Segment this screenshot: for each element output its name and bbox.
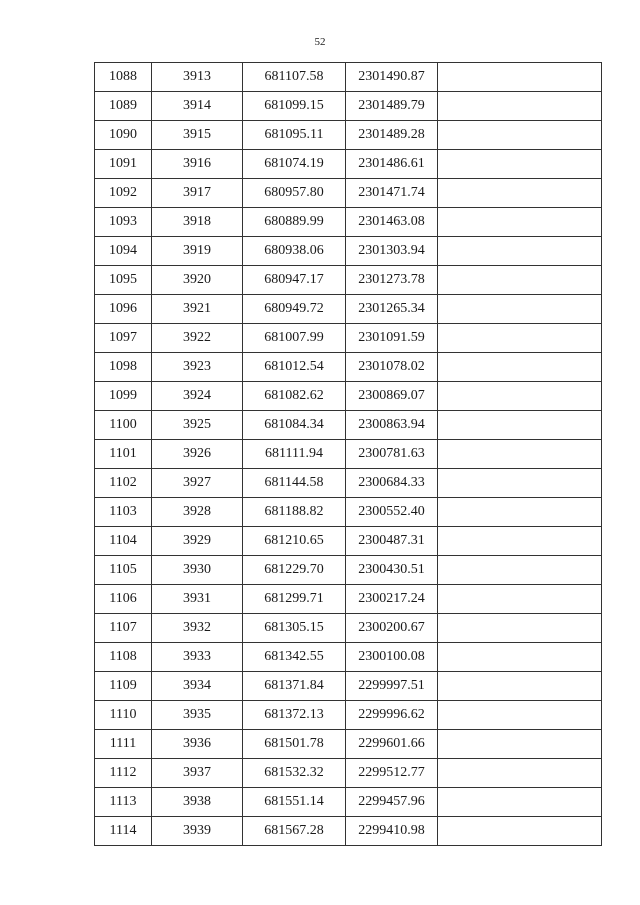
table-row xyxy=(95,266,602,295)
point-id-cell: 3929 xyxy=(152,527,243,556)
y-coordinate-cell: 2300869.07 xyxy=(346,382,438,411)
y-coordinate-cell: 2301489.79 xyxy=(346,92,438,121)
y-coordinate-cell: 2301265.34 xyxy=(346,295,438,324)
y-coordinate-cell: 2300781.63 xyxy=(346,440,438,469)
y-coordinate-cell: 2300430.51 xyxy=(346,556,438,585)
point-id-cell: 3919 xyxy=(152,237,243,266)
y-coordinate-cell: 2300552.40 xyxy=(346,498,438,527)
x-coordinate-cell: 681551.14 xyxy=(243,788,346,817)
note-cell xyxy=(438,730,602,759)
x-coordinate-cell: 681210.65 xyxy=(243,527,346,556)
y-coordinate-cell: 2300217.24 xyxy=(346,585,438,614)
row-index-cell: 1109 xyxy=(95,672,152,701)
y-coordinate-cell: 2301489.28 xyxy=(346,121,438,150)
point-id-cell: 3930 xyxy=(152,556,243,585)
y-coordinate-cell: 2299601.66 xyxy=(346,730,438,759)
x-coordinate-cell: 681342.55 xyxy=(243,643,346,672)
table-row xyxy=(95,150,602,179)
y-coordinate-cell: 2301091.59 xyxy=(346,324,438,353)
table-row xyxy=(95,701,602,730)
note-cell xyxy=(438,585,602,614)
table-row xyxy=(95,237,602,266)
table-row xyxy=(95,527,602,556)
point-id-cell: 3931 xyxy=(152,585,243,614)
row-index-cell: 1105 xyxy=(95,556,152,585)
y-coordinate-cell: 2301273.78 xyxy=(346,266,438,295)
point-id-cell: 3918 xyxy=(152,208,243,237)
x-coordinate-cell: 680947.17 xyxy=(243,266,346,295)
row-index-cell: 1112 xyxy=(95,759,152,788)
table-row xyxy=(95,92,602,121)
y-coordinate-cell: 2301303.94 xyxy=(346,237,438,266)
x-coordinate-cell: 681305.15 xyxy=(243,614,346,643)
table-row xyxy=(95,759,602,788)
x-coordinate-cell: 681532.32 xyxy=(243,759,346,788)
note-cell xyxy=(438,324,602,353)
x-coordinate-cell: 681007.99 xyxy=(243,324,346,353)
x-coordinate-cell: 681111.94 xyxy=(243,440,346,469)
table-row xyxy=(95,440,602,469)
table-row xyxy=(95,672,602,701)
table-row xyxy=(95,411,602,440)
table-row xyxy=(95,382,602,411)
table-row xyxy=(95,643,602,672)
note-cell xyxy=(438,469,602,498)
note-cell xyxy=(438,701,602,730)
note-cell xyxy=(438,643,602,672)
row-index-cell: 1097 xyxy=(95,324,152,353)
table-row xyxy=(95,208,602,237)
x-coordinate-cell: 681084.34 xyxy=(243,411,346,440)
table-row xyxy=(95,121,602,150)
table-row xyxy=(95,788,602,817)
table-row xyxy=(95,179,602,208)
point-id-cell: 3922 xyxy=(152,324,243,353)
point-id-cell: 3937 xyxy=(152,759,243,788)
row-index-cell: 1103 xyxy=(95,498,152,527)
point-id-cell: 3928 xyxy=(152,498,243,527)
note-cell xyxy=(438,556,602,585)
coordinates-table xyxy=(94,62,602,846)
note-cell xyxy=(438,295,602,324)
note-cell xyxy=(438,382,602,411)
row-index-cell: 1093 xyxy=(95,208,152,237)
row-index-cell: 1092 xyxy=(95,179,152,208)
x-coordinate-cell: 681095.11 xyxy=(243,121,346,150)
note-cell xyxy=(438,440,602,469)
row-index-cell: 1113 xyxy=(95,788,152,817)
point-id-cell: 3916 xyxy=(152,150,243,179)
row-index-cell: 1095 xyxy=(95,266,152,295)
y-coordinate-cell: 2299997.51 xyxy=(346,672,438,701)
table-row xyxy=(95,324,602,353)
x-coordinate-cell: 681371.84 xyxy=(243,672,346,701)
row-index-cell: 1100 xyxy=(95,411,152,440)
note-cell xyxy=(438,266,602,295)
point-id-cell: 3935 xyxy=(152,701,243,730)
table-row xyxy=(95,469,602,498)
row-index-cell: 1099 xyxy=(95,382,152,411)
point-id-cell: 3913 xyxy=(152,63,243,92)
y-coordinate-cell: 2300200.67 xyxy=(346,614,438,643)
x-coordinate-cell: 680957.80 xyxy=(243,179,346,208)
row-index-cell: 1088 xyxy=(95,63,152,92)
point-id-cell: 3938 xyxy=(152,788,243,817)
row-index-cell: 1098 xyxy=(95,353,152,382)
table-row xyxy=(95,556,602,585)
x-coordinate-cell: 681188.82 xyxy=(243,498,346,527)
y-coordinate-cell: 2299512.77 xyxy=(346,759,438,788)
y-coordinate-cell: 2300487.31 xyxy=(346,527,438,556)
row-index-cell: 1094 xyxy=(95,237,152,266)
point-id-cell: 3923 xyxy=(152,353,243,382)
y-coordinate-cell: 2299996.62 xyxy=(346,701,438,730)
note-cell xyxy=(438,527,602,556)
y-coordinate-cell: 2300863.94 xyxy=(346,411,438,440)
point-id-cell: 3934 xyxy=(152,672,243,701)
note-cell xyxy=(438,63,602,92)
x-coordinate-cell: 681012.54 xyxy=(243,353,346,382)
y-coordinate-cell: 2301463.08 xyxy=(346,208,438,237)
point-id-cell: 3926 xyxy=(152,440,243,469)
y-coordinate-cell: 2301471.74 xyxy=(346,179,438,208)
row-index-cell: 1110 xyxy=(95,701,152,730)
note-cell xyxy=(438,237,602,266)
row-index-cell: 1089 xyxy=(95,92,152,121)
y-coordinate-cell: 2300684.33 xyxy=(346,469,438,498)
point-id-cell: 3924 xyxy=(152,382,243,411)
x-coordinate-cell: 681082.62 xyxy=(243,382,346,411)
x-coordinate-cell: 681567.28 xyxy=(243,817,346,846)
y-coordinate-cell: 2301486.61 xyxy=(346,150,438,179)
table-row xyxy=(95,353,602,382)
point-id-cell: 3915 xyxy=(152,121,243,150)
table-row xyxy=(95,498,602,527)
note-cell xyxy=(438,92,602,121)
y-coordinate-cell: 2299457.96 xyxy=(346,788,438,817)
note-cell xyxy=(438,411,602,440)
y-coordinate-cell: 2300100.08 xyxy=(346,643,438,672)
x-coordinate-cell: 681501.78 xyxy=(243,730,346,759)
note-cell xyxy=(438,179,602,208)
note-cell xyxy=(438,353,602,382)
x-coordinate-cell: 681372.13 xyxy=(243,701,346,730)
page-number: 52 xyxy=(314,36,326,48)
row-index-cell: 1096 xyxy=(95,295,152,324)
row-index-cell: 1107 xyxy=(95,614,152,643)
row-index-cell: 1102 xyxy=(95,469,152,498)
y-coordinate-cell: 2299410.98 xyxy=(346,817,438,846)
row-index-cell: 1114 xyxy=(95,817,152,846)
note-cell xyxy=(438,672,602,701)
row-index-cell: 1104 xyxy=(95,527,152,556)
note-cell xyxy=(438,208,602,237)
x-coordinate-cell: 680889.99 xyxy=(243,208,346,237)
y-coordinate-cell: 2301490.87 xyxy=(346,63,438,92)
table-row xyxy=(95,585,602,614)
x-coordinate-cell: 681074.19 xyxy=(243,150,346,179)
row-index-cell: 1090 xyxy=(95,121,152,150)
row-index-cell: 1106 xyxy=(95,585,152,614)
note-cell xyxy=(438,150,602,179)
x-coordinate-cell: 681299.71 xyxy=(243,585,346,614)
table-row xyxy=(95,614,602,643)
note-cell xyxy=(438,788,602,817)
row-index-cell: 1101 xyxy=(95,440,152,469)
table-row xyxy=(95,817,602,846)
table-row xyxy=(95,730,602,759)
row-index-cell: 1111 xyxy=(95,730,152,759)
point-id-cell: 3920 xyxy=(152,266,243,295)
point-id-cell: 3925 xyxy=(152,411,243,440)
point-id-cell: 3939 xyxy=(152,817,243,846)
table-row xyxy=(95,63,602,92)
y-coordinate-cell: 2301078.02 xyxy=(346,353,438,382)
x-coordinate-cell: 680949.72 xyxy=(243,295,346,324)
note-cell xyxy=(438,121,602,150)
point-id-cell: 3933 xyxy=(152,643,243,672)
row-index-cell: 1108 xyxy=(95,643,152,672)
point-id-cell: 3936 xyxy=(152,730,243,759)
x-coordinate-cell: 681099.15 xyxy=(243,92,346,121)
point-id-cell: 3921 xyxy=(152,295,243,324)
x-coordinate-cell: 680938.06 xyxy=(243,237,346,266)
table-body xyxy=(95,63,602,846)
x-coordinate-cell: 681144.58 xyxy=(243,469,346,498)
point-id-cell: 3927 xyxy=(152,469,243,498)
note-cell xyxy=(438,614,602,643)
point-id-cell: 3932 xyxy=(152,614,243,643)
note-cell xyxy=(438,498,602,527)
table-row xyxy=(95,295,602,324)
note-cell xyxy=(438,759,602,788)
point-id-cell: 3914 xyxy=(152,92,243,121)
x-coordinate-cell: 681229.70 xyxy=(243,556,346,585)
row-index-cell: 1091 xyxy=(95,150,152,179)
note-cell xyxy=(438,817,602,846)
x-coordinate-cell: 681107.58 xyxy=(243,63,346,92)
point-id-cell: 3917 xyxy=(152,179,243,208)
